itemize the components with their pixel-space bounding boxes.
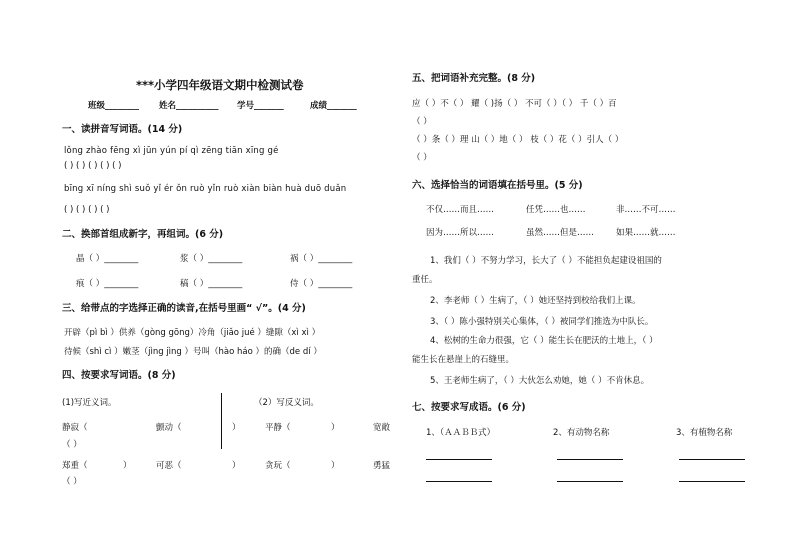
section5-heading: 五、把词语补充完整。(8 分): [412, 73, 536, 84]
answer-line: [557, 459, 623, 460]
section6-heading: 六、选择恰当的词语填在括号里。(5 分): [412, 180, 583, 191]
section4-heading: 四、按要求写词语。(8 分): [62, 370, 176, 381]
class-field: 班级________: [88, 101, 140, 111]
synonym-subheading: (1)写近义词。: [62, 398, 117, 408]
radical-item: 痕（ ）________: [76, 279, 139, 289]
id-field: 学号_______: [237, 101, 284, 111]
idiom-category: 3、有植物名称: [676, 428, 733, 438]
idiom-row-2: （ ）条（ ）理 山（ ）地（ ） 枝（ ）花（ ）引人（ ）: [412, 135, 624, 145]
question-1-cont: 重任。: [412, 275, 438, 285]
idiom-row-1-cont: （ ）: [412, 117, 432, 127]
radical-item: 浆（ ）________: [180, 254, 243, 264]
column-divider: [221, 393, 222, 449]
question-5: 5、王老师生病了，（ ）大伙怎么劝她，她（ ）不肯休息。: [430, 376, 650, 386]
word-item: 郑重（: [62, 461, 88, 471]
section3-heading: 三、给带点的字选择正确的读音,在括号里画“ √”。(4 分): [62, 303, 306, 314]
conjunction-option: 任凭……也……: [526, 205, 586, 215]
page-title: ***小学四年级语文期中检测试卷: [136, 78, 304, 92]
question-2: 2、李老师（ ）生病了，（ ）她还坚持到校给我们上课。: [430, 296, 641, 306]
answer-boxes-row-1: ( ) ( ) ( ) ( ) ( ): [64, 161, 122, 171]
name-field: 姓名__________: [159, 101, 219, 111]
word-item: 静寂（: [62, 423, 88, 433]
pronunciation-row-1: 开辟（pì bì ）供养（gòng gōng）冷角（jiǎo jué ）缝隙（xì xì ）: [64, 328, 321, 338]
idiom-category: 1、（ＡＡＢＢ式）: [426, 428, 496, 438]
answer-boxes-row-2: ( ) ( ) ( ) ( ): [64, 205, 110, 215]
conjunction-option: 如果……就……: [616, 228, 676, 238]
answer-line: [679, 481, 745, 482]
word-item: 颤动（: [156, 423, 182, 433]
word-item: （ ）: [62, 477, 82, 487]
answer-line: [426, 481, 492, 482]
answer-line: [426, 459, 492, 460]
radical-item: 稿（ ）________: [180, 279, 243, 289]
idiom-row-1: 应（ ）不（ ） 耀（ )扬（ ） 不可（ ）（ ） 千（ ）百: [412, 99, 617, 109]
conjunction-option: 不仅……而且……: [426, 205, 495, 215]
word-item: 可恶（: [156, 461, 182, 471]
pronunciation-row-2: 待候（shì cì ）嫩茎（jìng jìng ）号叫（hào háo ）的确（de dí ）: [64, 347, 322, 357]
idiom-row-2-cont: （ ）: [412, 153, 432, 163]
antonym-subheading: （2）写反义词。: [254, 398, 319, 408]
conjunction-option: 非……不可……: [616, 205, 676, 215]
idiom-category: 2、有动物名称: [553, 428, 610, 438]
section1-heading: 一、读拼音写词语。(14 分): [62, 124, 183, 135]
radical-item: 侍（ ）________: [290, 279, 353, 289]
conjunction-option: 虽然……但是……: [526, 228, 595, 238]
word-item: ）: [331, 461, 340, 471]
word-item: （ ）: [62, 440, 82, 450]
question-4-cont: 能生长在悬崖上的石缝里。: [412, 355, 515, 365]
question-1: 1、我们（ ）不努力学习，长大了（ ）不能担负起建设祖国的: [430, 256, 662, 266]
word-item: 宽敞: [373, 423, 391, 433]
section2-heading: 二、换部首组成新字，再组词。(6 分): [62, 229, 224, 240]
score-field: 成绩_______: [310, 101, 357, 111]
question-3: 3、（ ）陈小强特别关心集体，（ ）被同学们推选为中队长。: [430, 317, 654, 327]
word-item: 平静（: [265, 423, 291, 433]
radical-item: 祸（ ）________: [290, 254, 353, 264]
word-item: ）: [123, 461, 132, 471]
word-item: ）: [232, 461, 241, 471]
word-item: ）: [331, 423, 340, 433]
word-item: 贪玩（: [265, 461, 291, 471]
pinyin-row-2: bīng xī níng shì suǒ yǐ ér ǒn ruò yǐn ruò xiàn biàn huà duō duǎn: [64, 184, 347, 194]
answer-line: [679, 459, 745, 460]
answer-line: [557, 481, 623, 482]
word-item: ）: [232, 423, 241, 433]
radical-item: 晶（ ）________: [76, 254, 139, 264]
word-item: 勇猛: [373, 461, 391, 471]
conjunction-option: 因为……所以……: [426, 228, 495, 238]
section7-heading: 七、按要求写成语。(6 分): [412, 402, 526, 413]
pinyin-row-1: lǒng zhào fēng xì jūn yún pí qì zēng tiān xīng gé: [64, 146, 279, 156]
question-4: 4、松树的生命力很强，它（ ）能生长在肥沃的土地上，（ ）: [430, 336, 658, 346]
